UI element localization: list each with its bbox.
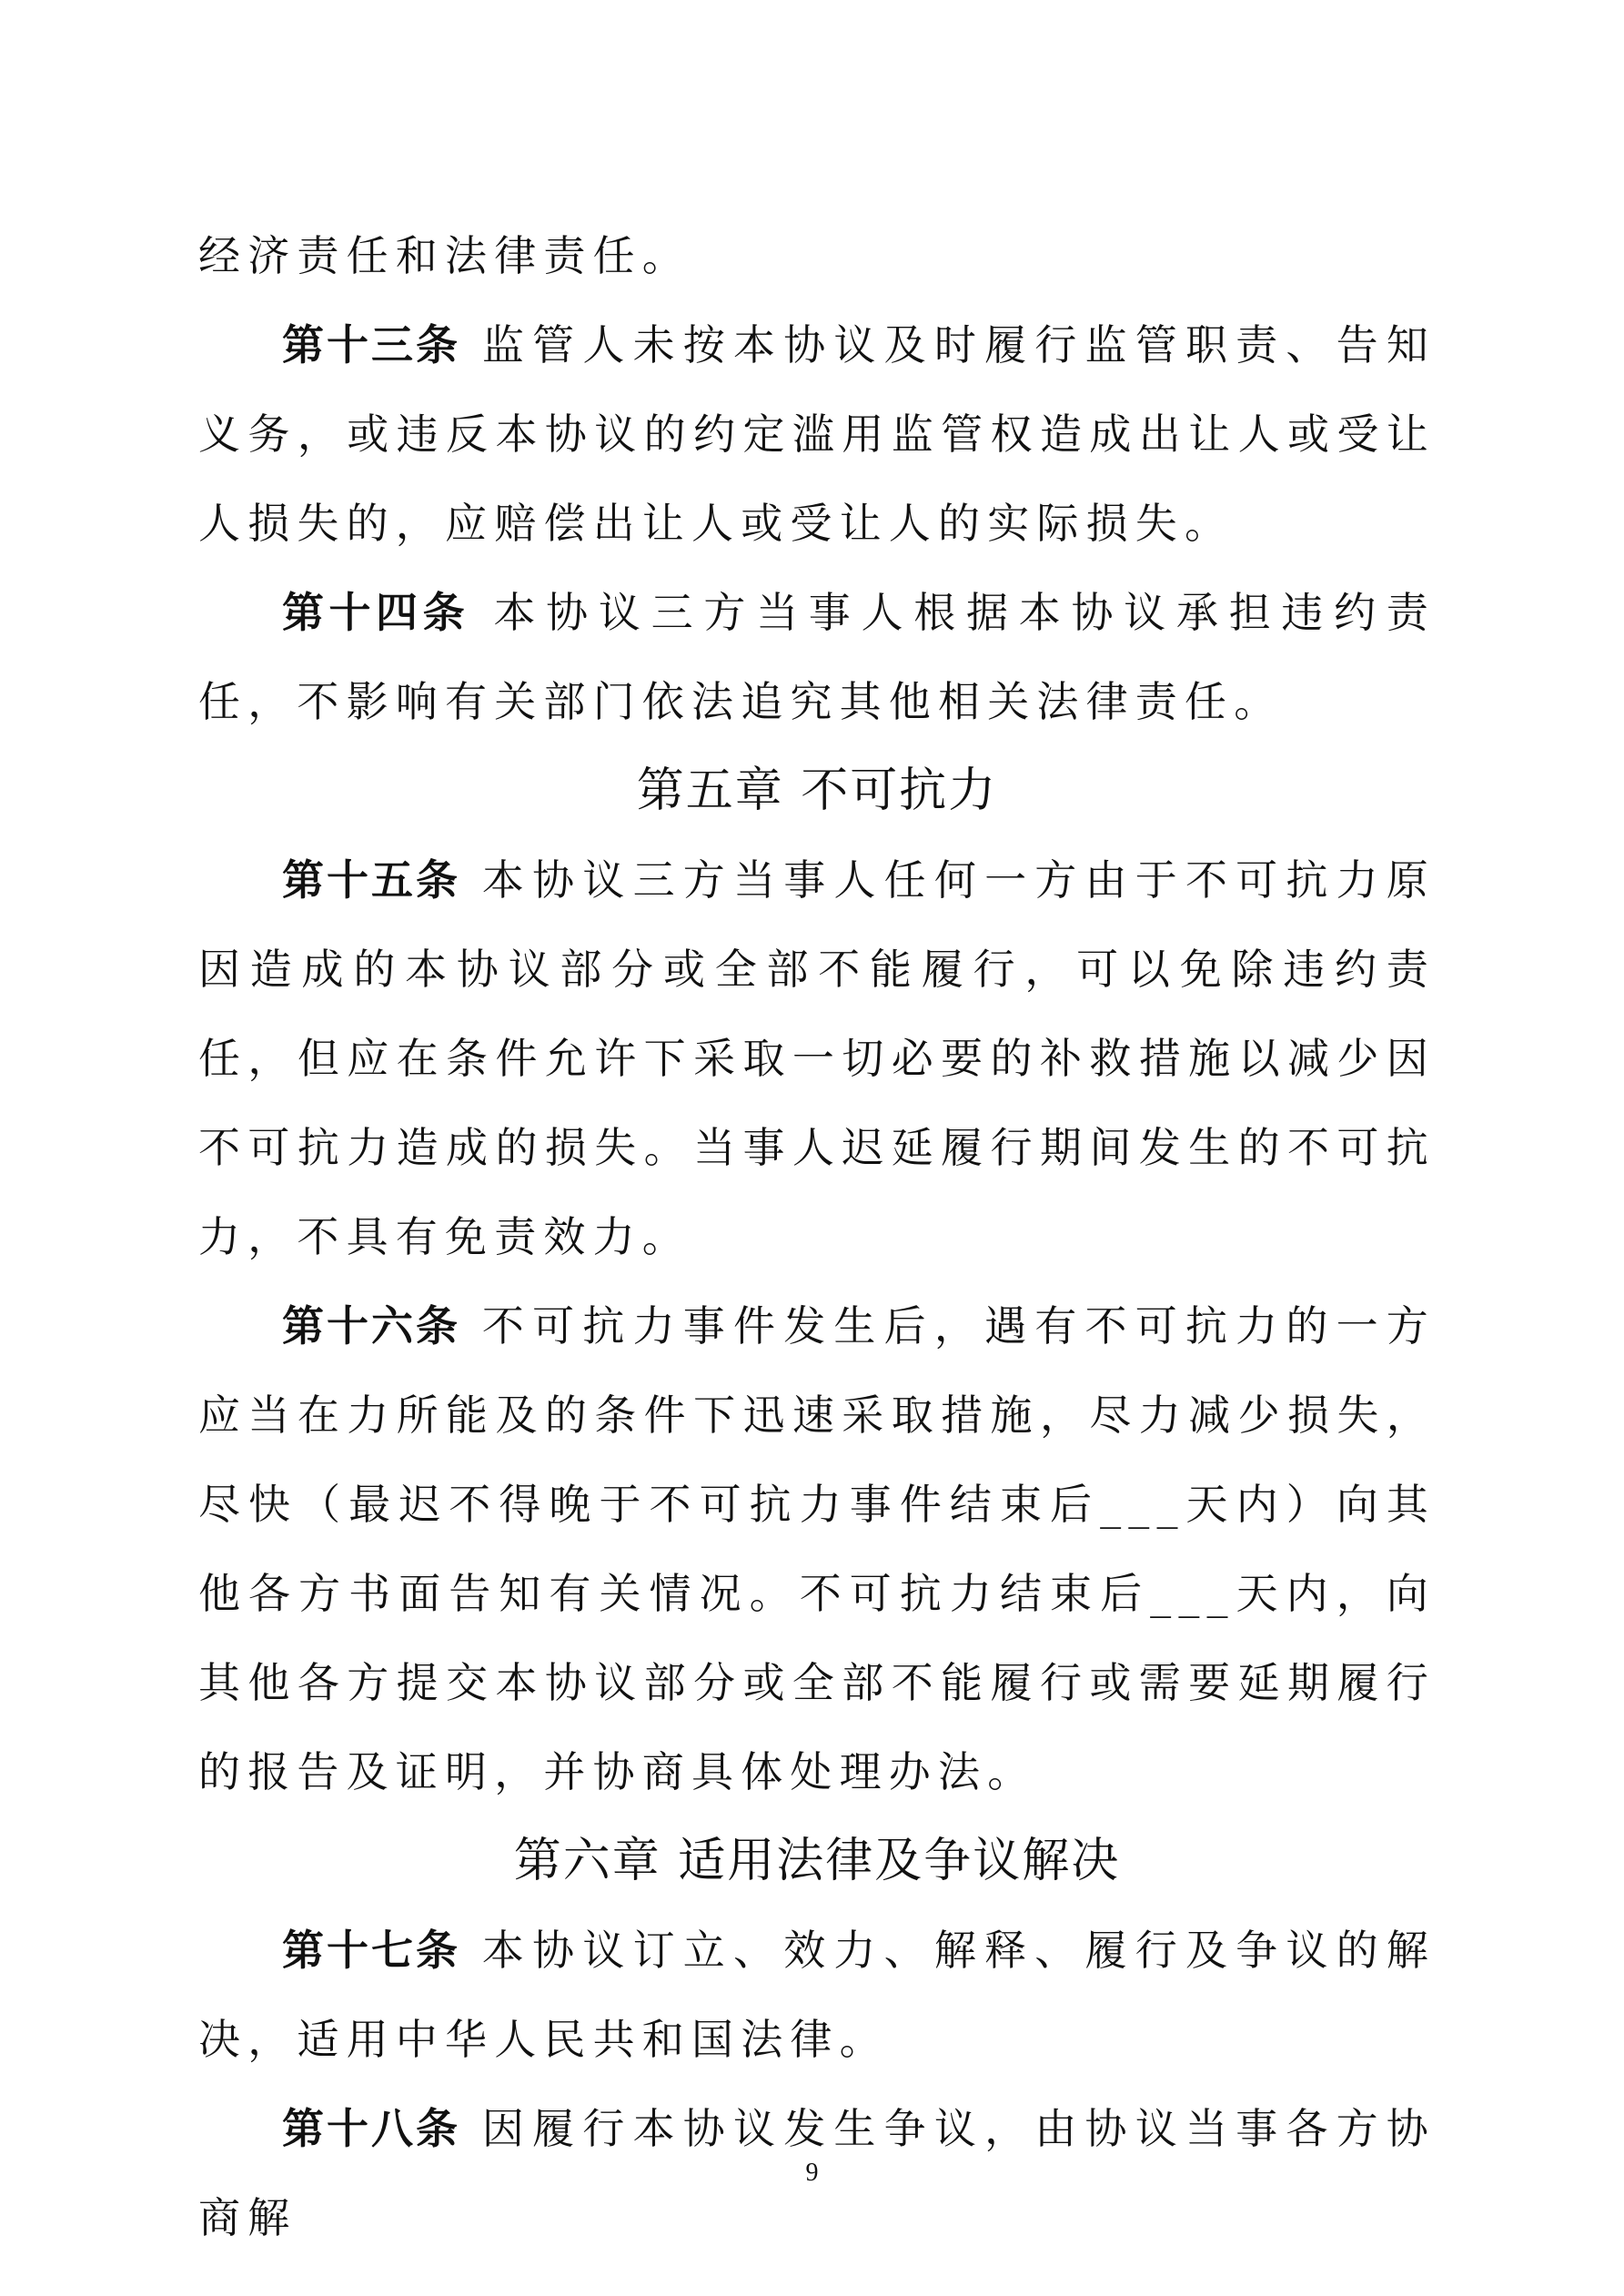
article-heading: 第十八条 [282,2104,461,2153]
article-text: 本协议三方当事人根据本协议承担违约责任，不影响有关部门依法追究其他相关法律责任。 [198,588,1436,726]
article-heading: 第十六条 [282,1301,461,1350]
article-14 [198,568,1436,746]
article-text: 因履行本协议发生争议，由协议当事各方协商解 [198,2104,1437,2242]
chapter-heading-5: 第五章 不可抗力 [636,764,998,818]
article-text: 本协议订立、效力、解释、履行及争议的解决，适用中华人民共和国法律。 [198,1926,1437,2064]
article-heading: 第十七条 [282,1926,461,1975]
article-13 [198,300,1436,568]
article-heading: 第十四条 [282,588,470,637]
paragraph-text: 经济责任和法律责任。 [198,231,691,280]
chapter-heading-6: 第六章 适用法律及争议解决 [513,1834,1121,1888]
article-heading: 第十五条 [282,855,461,905]
article-text: 不可抗力事件发生后，遇有不可抗力的一方应当在力所能及的条件下迅速采取措施，尽力减少损失，尽快（最迟不得晚于不可抗力事件结束后___天内）向其他各方书面告知有关情况。不可抗力结束后___天内，向其他各方提交本协议部分或全部不能履行或需要延期履行的报告及证明，并协商具体处理办法。 [198,1301,1437,1796]
article-15 [198,835,1436,1281]
article-text: 本协议三方当事人任何一方由于不可抗力原因造成的本协议部分或全部不能履行，可以免除违约责任，但应在条件允许下采取一切必要的补救措施以减少因不可抗力造成的损失。当事人迟延履行期间发生的不可抗力，不具有免责效力。 [198,855,1437,1261]
page-number: 9 [805,2159,819,2187]
article-17 [198,1906,1436,2084]
article-text: 监管人未按本协议及时履行监管职责、告知义务，或违反本协议的约定滥用监管权造成出让人或受让人损失的，应赔偿出让人或受让人的实际损失。 [198,320,1437,548]
article-16 [198,1281,1436,1816]
paragraph-continuation [198,211,1436,300]
document-body [198,211,1436,2262]
article-heading: 第十三条 [282,320,461,369]
